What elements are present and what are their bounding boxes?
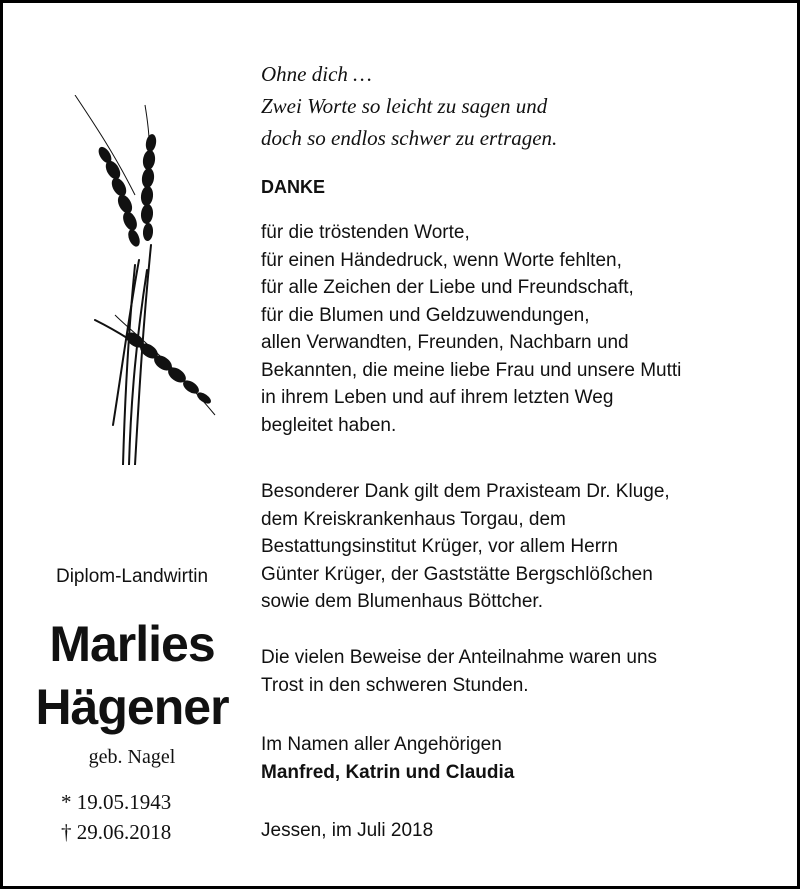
comfort-paragraph: [261, 644, 657, 699]
text-line: Die vielen Beweise der Anteilnahme waren uns: [261, 647, 658, 668]
text-line: in ihrem Leben und auf ihrem letzten Weg: [261, 387, 614, 408]
text-line: Trost in den schweren Stunden.: [261, 674, 529, 696]
text-line: für einen Händedruck, wenn Worte fehlten,: [261, 249, 622, 271]
deceased-last-name: Hägener: [35, 679, 229, 735]
text-line: für alle Zeichen der Liebe und Freundschaft,: [261, 277, 634, 298]
text-line: Günter Krüger, der Gaststätte Bergschlößchen: [261, 563, 653, 585]
special-thanks-paragraph: [261, 478, 670, 616]
deceased-first-name: Marlies: [49, 616, 215, 672]
text-line: Bekannten, die meine liebe Frau und unsere Mutti: [261, 359, 682, 381]
text-line: Besonderer Dank gilt dem Praxisteam Dr. Kluge,: [261, 481, 670, 502]
signature-names: Manfred, Katrin und Claudia: [261, 761, 515, 783]
wheat-ears-icon: [55, 95, 225, 465]
danke-heading: DANKE: [261, 177, 326, 197]
birth-date: * 19.05.1943: [61, 790, 172, 814]
poem-line: Zwei Worte so leicht zu sagen und: [261, 94, 548, 118]
poem-line: Ohne dich …: [261, 62, 372, 86]
poem-line: doch so endlos schwer zu ertragen.: [261, 126, 558, 150]
maiden-name: geb. Nagel: [88, 746, 176, 768]
deceased-title: Diplom-Landwirtin: [55, 566, 209, 587]
signature-block: [261, 731, 514, 786]
text-line: sowie dem Blumenhaus Böttcher.: [261, 591, 543, 612]
thanks-paragraph: [261, 219, 681, 439]
death-date: † 29.06.2018: [61, 820, 172, 844]
text-line: allen Verwandten, Freunden, Nachbarn und: [261, 332, 629, 353]
text-line: Bestattungsinstitut Krüger, vor allem Herrn: [261, 536, 618, 557]
left-column: [3, 3, 261, 892]
place-date: Jessen, im Juli 2018: [261, 820, 434, 841]
text-line: für die Blumen und Geldzuwendungen,: [261, 304, 590, 326]
text-line: dem Kreiskrankenhaus Torgau, dem: [261, 508, 566, 530]
right-column: [261, 3, 791, 892]
text-line: begleitet haben.: [261, 414, 397, 436]
signature-intro: Im Namen aller Angehörigen: [261, 734, 502, 755]
poem: [261, 58, 557, 154]
text-line: für die tröstenden Worte,: [261, 222, 470, 243]
